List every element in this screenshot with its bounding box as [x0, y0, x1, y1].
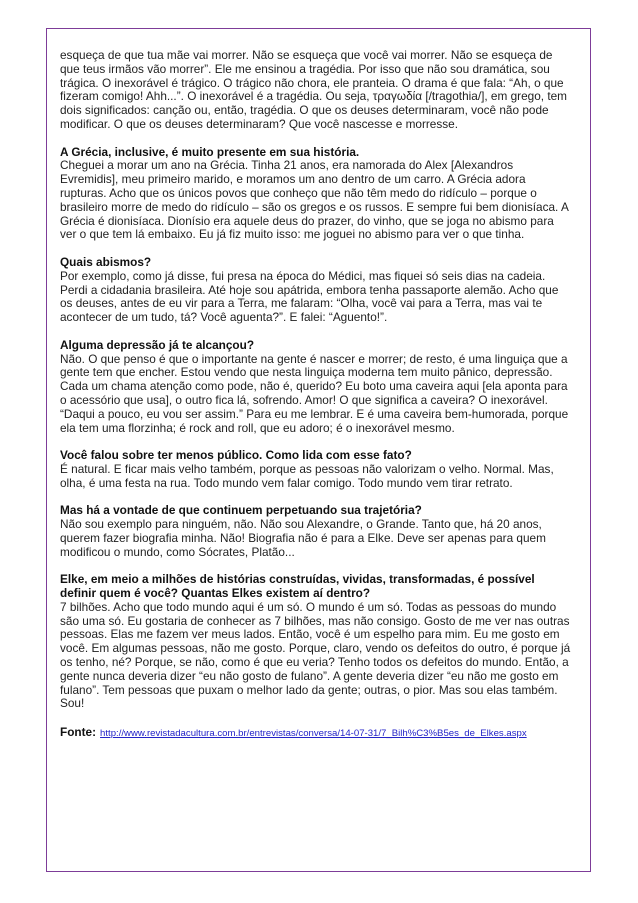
interview-section	[60, 256, 580, 325]
section-question-heading: Mas há a vontade de que continuem perpetuando sua trajetória?	[60, 503, 422, 518]
article-body	[60, 49, 580, 739]
body-text-line: Cada um chama atenção como pode, não é, querido? Eu boto uma caveira aqui [ela aponta para	[60, 379, 568, 394]
body-text-line: olha, é uma festa na rua. Todo mundo vem falar comigo. Todo mundo vem tirar retrato.	[60, 475, 513, 490]
body-text-line: dois significados: canção ou, então, tragédia. O que os deuses determinaram, você não pode	[60, 103, 549, 118]
interview-section	[60, 339, 580, 436]
section-question-heading: Você falou sobre ter menos público. Como lida com esse fato?	[60, 448, 412, 463]
body-text-line: fizeram comigo! Ahh...”. O inexorável é a tragédia. Ou seja, τραγωδία [/tragothia/], em grego, tem	[60, 89, 567, 104]
body-text-line: brasileiro morre de medo do ridículo – são os gregos e os russos. E sempre fui bem dionisíaca. A	[60, 199, 569, 214]
body-text-line: Por exemplo, como já disse, fui presa na época do Médici, mas fiquei só seis dias na cadeia.	[60, 268, 546, 283]
section-question-heading: Quais abismos?	[60, 254, 152, 269]
body-text-line: Sou!	[60, 696, 85, 711]
body-text-line: Não sou exemplo para ninguém, não. Não sou Alexandre, o Grande. Tanto que, há 20 anos,	[60, 517, 542, 532]
body-text-line: Não. O que penso é que o importante na gente é nascer e morrer; de resto, é uma linguiça que a	[60, 351, 568, 366]
source-link[interactable]: http://www.revistadacultura.com.br/entrevistas/conversa/14-07-31/7_Bilh%C3%B5es_de_Elkes.aspx	[100, 728, 527, 740]
body-text-line: querem fazer biografia minha. Não! Biografia não é para a Elke. Deve ser apenas para quem	[60, 530, 546, 545]
body-text-line: modificar. O que os deuses determinaram? Que você nascesse e morresse.	[60, 116, 459, 131]
body-text-line: que teus irmãos vão morrer”. Ele me ensinou a tragédia. Por isso que não sou dramática, sou	[60, 61, 550, 76]
interview-section	[60, 504, 580, 559]
interview-section	[60, 146, 580, 243]
body-text-line: ver o que tem lá embaixo. Eu já fiz muito isso: me joguei no abismo para ver o que tinha.	[60, 227, 525, 242]
body-text-line: Cheguei a morar um ano na Grécia. Tinha 21 anos, era namorada do Alex [Alexandros	[60, 158, 514, 173]
body-text-line: É natural. E ficar mais velho também, porque as pessoas não valorizam o velho. Normal. Mas,	[60, 461, 554, 476]
body-text-line: são uma só. Eu gostaria de conhecer as 7 bilhões, mas não consigo. Gosto de me ver nas outras	[60, 613, 570, 628]
source-label: Fonte:	[60, 725, 97, 740]
section-question-heading: Elke, em meio a milhões de histórias construídas, vividas, transformadas, é possível	[60, 572, 535, 587]
section-question-heading: Alguma depressão já te alcançou?	[60, 337, 255, 352]
body-text-line: pessoas. Elas me fazem ver meus lados. Então, você é um espelho para mim. Eu me gosto em	[60, 627, 560, 642]
body-text-line: gente tem que encher. Estou vendo que nesta linguiça moderna tem muito pânico, depressão.	[60, 365, 553, 380]
interview-section	[60, 449, 580, 490]
body-text-line: fulano”. Tem pessoas que puxam o melhor lado da gente; outras, o pior. Mas sou elas também.	[60, 682, 558, 697]
interview-section	[60, 49, 580, 132]
body-text-line: acontecer de um tudo, tá? Você aguenta?”. E falei: “Aguento!”.	[60, 310, 388, 325]
section-question-heading: A Grécia, inclusive, é muito presente em sua história.	[60, 144, 360, 159]
body-text-line: Perdi a cidadania brasileira. Até hoje sou apátrida, embora tenha passaporte alemão. Acho que	[60, 282, 559, 297]
body-text-line: ela tem uma florzinha; é rock and roll, que eu adoro; é o inexorável mesmo.	[60, 420, 455, 435]
body-text-line: modificou o mundo, como Sócrates, Platão...	[60, 544, 295, 559]
body-text-line: “Daqui a pouco, eu vou ser assim.” Para eu me lembrar. E é uma caveira bem-humorada, porque	[60, 406, 569, 421]
body-text-line: Grécia é dionisíaca. Dionísio era aquele deus do prazer, do vinho, que se joga no abismo para	[60, 213, 554, 228]
body-text-line: esqueça de que tua mãe vai morrer. Não se esqueça que você vai morrer. Não se esqueça de	[60, 48, 553, 62]
body-text-line: os deuses, antes de eu vir para a Terra, me falaram: “Olha, você vai para a Terra, mas vai te	[60, 296, 543, 311]
body-text-line: os tenho, né? Porque, se não, como é que eu veria? Tenho todos os defeitos do mundo. Então, a	[60, 655, 569, 670]
source-citation	[60, 725, 580, 739]
body-text-line: trágica. O inexorável é trágico. O trágico não chora, ele pranteia. O drama é que fala: “Ah, o que	[60, 75, 564, 90]
body-text-line: 7 bilhões. Acho que todo mundo aqui é um só. O mundo é um só. Todas as pessoas do mundo	[60, 599, 557, 614]
body-text-line: gente nunca deveria dizer “eu não gosto de fulano”. A gente deveria dizer “eu não me gosto em	[60, 668, 559, 683]
section-question-heading: definir quem é você? Quantas Elkes existem aí dentro?	[60, 586, 371, 601]
interview-section	[60, 573, 580, 711]
body-text-line: rupturas. Acho que os únicos povos que conheço que não têm medo do ridículo – porque o	[60, 185, 537, 200]
body-text-line: Evremidis], meu primeiro marido, e moramos um ano dentro de um carro. A Grécia adora	[60, 172, 526, 187]
body-text-line: o acessório que usa], o outro fica lá, sofrendo. Amor! O que significa a caveira? O inexorável.	[60, 392, 548, 407]
body-text-line: você. Em algumas pessoas, não me gosto. Porque, claro, vendo os defeitos do outro, é porque já	[60, 641, 571, 656]
